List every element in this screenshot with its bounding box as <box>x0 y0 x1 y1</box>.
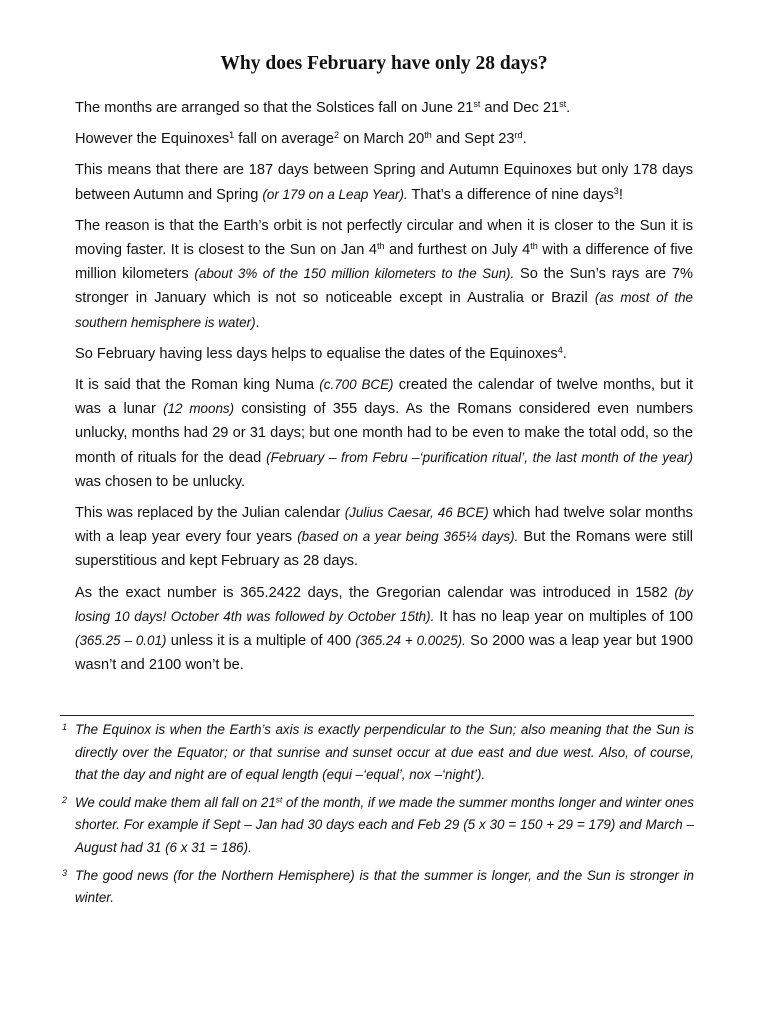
text: . <box>255 314 260 331</box>
text: with a difference of five million kilometers <box>75 242 693 283</box>
footnotes <box>62 719 694 915</box>
text: This means that there are 187 days between Spring and Autumn Equinoxes but only 178 days between Autumn and Spring <box>75 162 693 203</box>
page-title: Why does February have only 28 days? <box>220 53 548 74</box>
italic-aside: (based on a year being 365¼ days). <box>297 529 519 545</box>
italic-aside: (c.700 BCE) <box>319 377 394 393</box>
text: on March 20 <box>339 131 425 148</box>
italic-aside: (by losing 10 days! October 4th was followed by October 15th). <box>75 584 693 624</box>
text: It has no leap year on multiples of 100 <box>434 608 693 625</box>
text: It is said that the Roman king Numa <box>75 377 320 394</box>
italic-aside: (12 moons) <box>163 401 235 417</box>
text: ! <box>618 186 623 203</box>
text: But the Romans were still superstitious and kept February as 28 days. <box>75 529 693 570</box>
italic-aside: (365.25 – 0.01) <box>75 633 167 649</box>
paragraph-equinoxes <box>75 127 693 151</box>
italic-aside: (or 179 on a Leap Year). <box>262 186 408 202</box>
text: . <box>566 100 571 116</box>
text: This was replaced by the Julian calendar <box>75 505 345 522</box>
paragraph-orbit <box>75 214 693 335</box>
footnote-1 <box>62 719 694 787</box>
italic-aside: (Julius Caesar, 46 BCE) <box>344 505 489 521</box>
footnote-2 <box>62 792 694 860</box>
text: The reason is that the Earth’s orbit is not perfectly circular and when it is closer to the Sun it is moving faster. It is closest to the Sun on Jan 4 <box>75 217 693 259</box>
footnote-text: of the month, if we made the summer months longer and winter ones shorter. For example if Sept – Jan had 30 days each and Feb 29 (5 x 30 = 150 + 29 = 179) and March – August had 31 (6 x 31 = 186). <box>75 794 694 855</box>
text: and furthest on July 4 <box>384 242 531 259</box>
footnote-divider <box>60 715 694 716</box>
italic-aside: (as most of the southern hemisphere is water) <box>75 290 693 330</box>
footnote-ref: 4 <box>557 344 563 355</box>
italic-aside: (365.24 + 0.0025). <box>355 633 466 649</box>
text: created the calendar of twelve months, but it was a lunar <box>75 377 693 418</box>
paragraph-days-difference <box>75 158 693 206</box>
footnote-text: The Equinox is when the Earth’s axis is exactly perpendicular to the Sun; also meaning that the Sun is directly over the Equator; or that sunrise and sunset occur at due east and due west. Also, of course, that the day and night are of equal length (equi –‘equal’, nox –‘night’). <box>75 722 694 783</box>
text: So 2000 was a leap year but 1900 wasn’t and 2100 won’t be. <box>75 633 693 674</box>
text: That’s a difference of nine days <box>407 186 614 203</box>
ordinal-suffix: th <box>376 241 385 252</box>
text: So the Sun’s rays are 7% stronger in January which is not so noticeable except in Australia or Brazil <box>75 266 693 307</box>
text: As the exact number is 365.2422 days, the Gregorian calendar was introduced in 1582 <box>75 584 675 601</box>
text: and Dec 21 <box>480 100 560 116</box>
article-body <box>75 96 693 684</box>
text: fall on average <box>234 131 334 148</box>
text: which had twelve solar months with a leap year every four years <box>75 505 693 546</box>
footnote-ref: 2 <box>333 130 340 141</box>
paragraph-numa <box>75 373 693 494</box>
ordinal-suffix: th <box>424 130 432 141</box>
ordinal-suffix: st <box>559 99 567 110</box>
text: So February having less days helps to equalise the dates of the Equinoxes <box>75 345 558 362</box>
paragraph-february <box>75 342 693 366</box>
footnote-number: 3 <box>62 867 68 878</box>
footnote-3 <box>62 865 694 910</box>
text: The months are arranged so that the Solstices fall on June 21 <box>75 100 474 116</box>
footnote-text: We could make them all fall on 21 <box>75 794 276 810</box>
text: . <box>562 345 567 362</box>
italic-aside: (about 3% of the 150 million kilometers to the Sun). <box>194 266 515 282</box>
text: was chosen to be unlucky. <box>75 473 246 490</box>
text: and Sept 23 <box>431 131 515 148</box>
text: unless it is a multiple of 400 <box>166 633 356 650</box>
footnote-ref: 1 <box>229 130 235 141</box>
paragraph-julian <box>75 501 693 574</box>
ordinal-suffix: th <box>530 241 538 252</box>
paragraph-solstices <box>75 96 693 120</box>
text: However the Equinoxes <box>75 131 230 148</box>
text: consisting of 355 days. As the Romans considered even numbers unlucky, months had 29 or 31 days; but one month had to be even to make the total odd, so the month of rituals for the dead <box>75 401 694 466</box>
footnote-number: 2 <box>62 794 68 805</box>
ordinal-suffix: st <box>275 794 283 805</box>
ordinal-suffix: rd <box>514 130 523 141</box>
footnote-text: The good news (for the Northern Hemisphere) is that the summer is longer, and the Sun is stronger in winter. <box>75 867 694 906</box>
footnote-ref: 3 <box>613 185 619 196</box>
ordinal-suffix: st <box>473 99 481 110</box>
text: . <box>522 131 527 148</box>
footnote-number: 1 <box>62 722 68 732</box>
italic-aside: (February – from Febru –‘purification ritual’, the last month of the year) <box>266 449 693 465</box>
paragraph-gregorian <box>75 581 693 678</box>
